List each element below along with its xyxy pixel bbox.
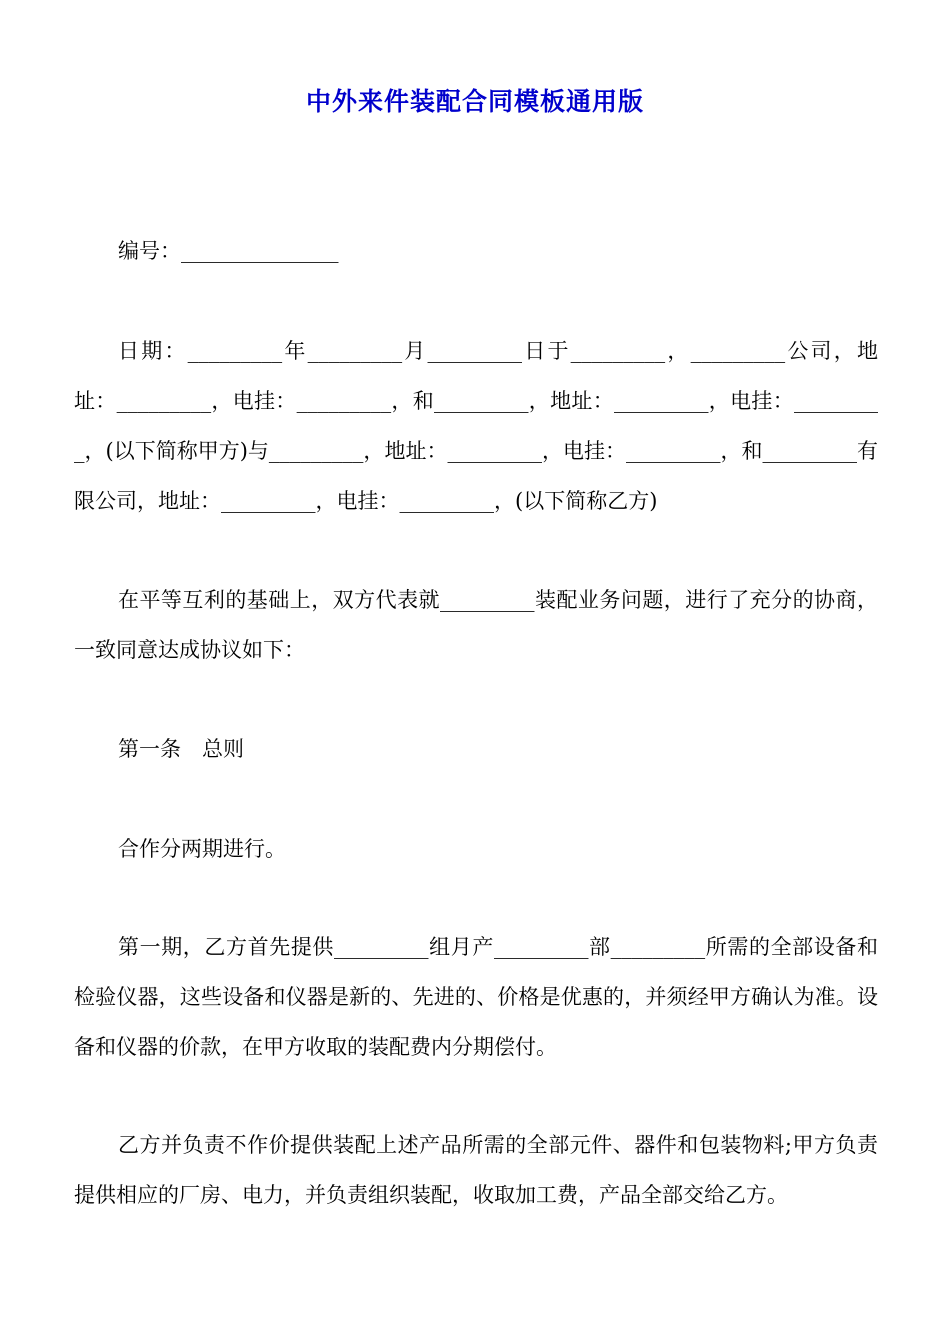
supply-paragraph: 乙方并负责不作价提供装配上述产品所需的全部元件、器件和包装物料;甲方负责提供相应的厂房、电力，并负责组织装配，收取加工费，产品全部交给乙方。 [74, 1133, 878, 1207]
article-1-heading: 第一条 总则 [118, 737, 244, 761]
basis-paragraph: 在平等互利的基础上，双方代表就_________装配业务问题，进行了充分的协商，一致同意达成协议如下： [74, 588, 878, 662]
phase-1-paragraph: 第一期，乙方首先提供_________组月产_________部_________所需的全部设备和检验仪器，这些设备和仪器是新的、先进的、价格是优惠的，并须经甲方确认为准。设备和仪器的价款，在甲方收取的装配费内分期偿付。 [74, 935, 878, 1059]
date-parties-paragraph: 日期：_________年_________月_________日于_________，_________公司，地址：_________，电挂：_________，和_________，地址：_________，电挂：_________，(以下简称甲方)与_________，地址：_________，电挂：_________，和_________有限公司，地址：_________，电挂：_________，(以下简称乙方) [74, 339, 878, 513]
contract-number-line: 编号：_______________ [118, 239, 339, 263]
document-title: 中外来件装配合同模板通用版 [305, 87, 644, 116]
cooperation-paragraph: 合作分两期进行。 [118, 837, 286, 861]
